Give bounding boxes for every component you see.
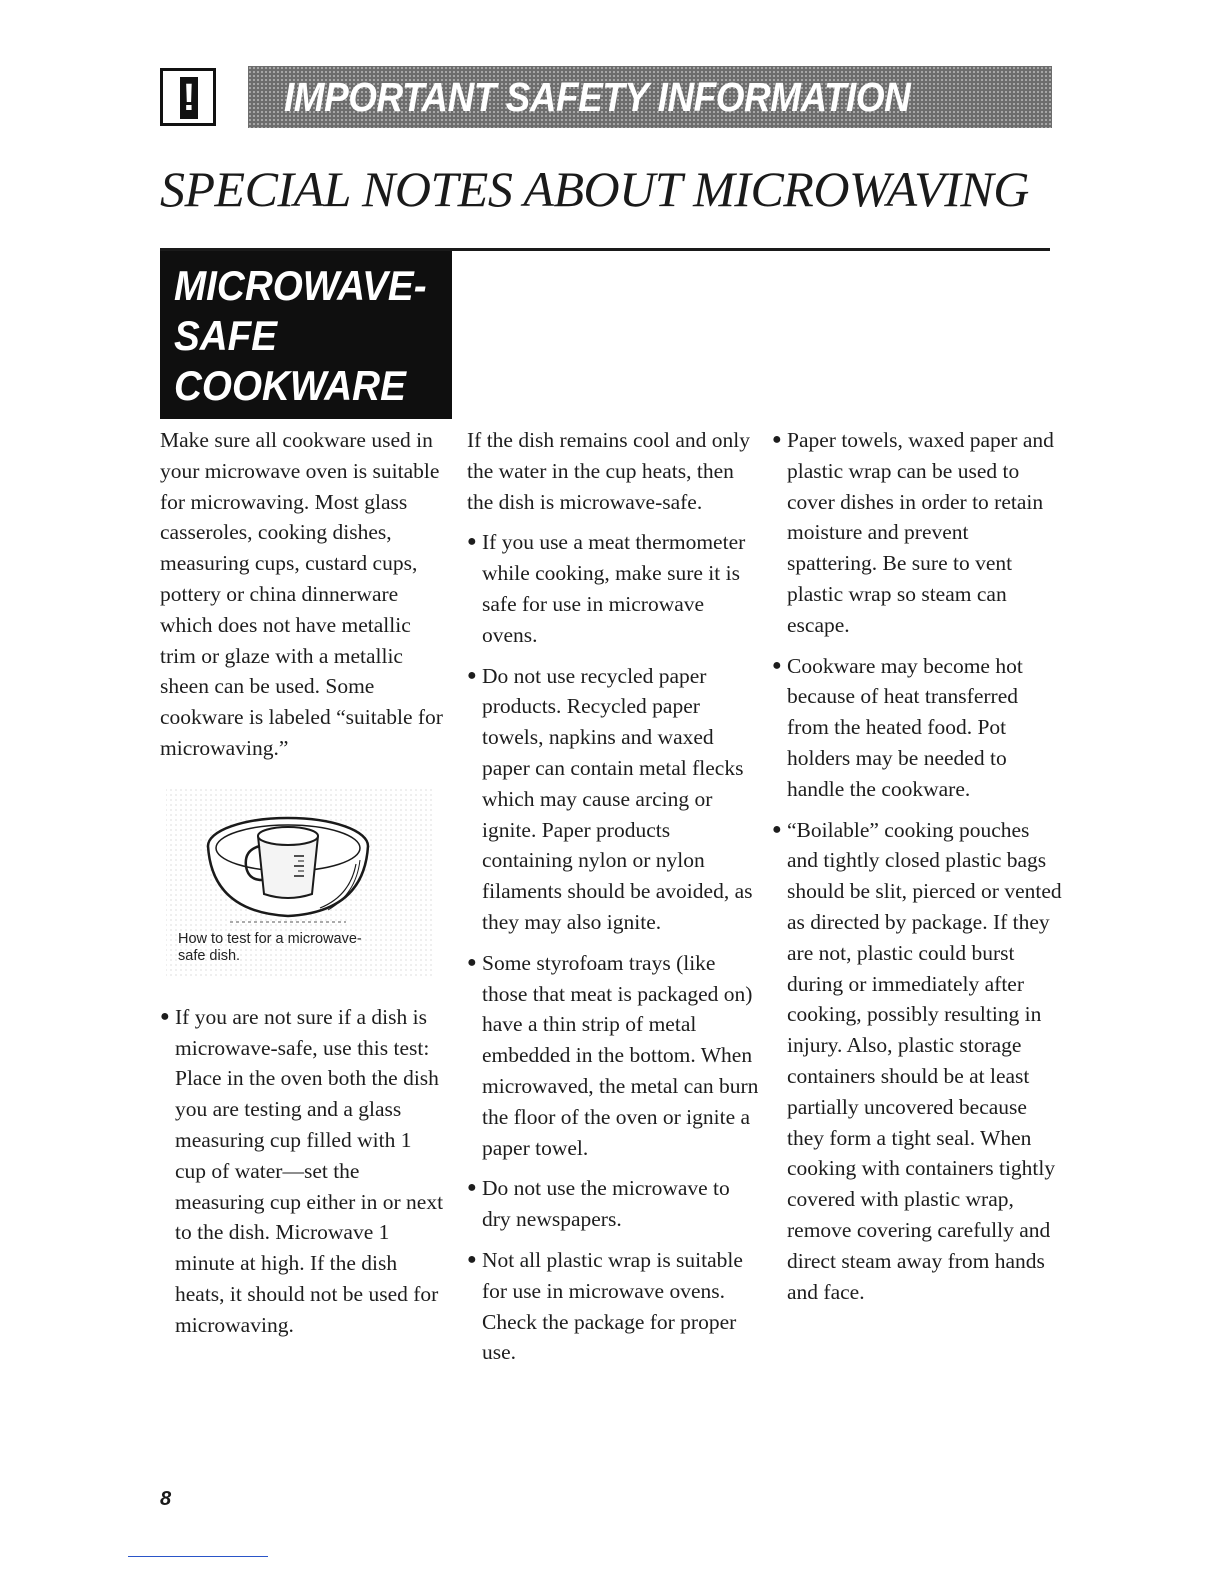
section-heading [160,251,452,419]
bullet-icon: ● [467,1250,477,1268]
bullet-icon: ● [772,820,782,838]
list-item [772,425,1062,641]
footer-line [128,1556,268,1557]
continuation-paragraph: If the dish remains cool and only the water in the cup heats, then the dish is microwave-safe. [467,428,751,514]
list-item-text: Do not use the microwave to dry newspapers. [482,1176,730,1232]
list-item [160,1002,445,1341]
bullet-icon: ● [467,1179,477,1197]
list-item [467,661,759,938]
column-3 [772,425,1062,1307]
list-item-text: Some styrofoam trays (like those that meat is packaged on) have a thin strip of metal embedded in the bottom. When microwaved, the metal can burn the floor of the oven or ignite a paper towel. [482,950,759,1160]
list-item-text: Paper towels, waxed paper and plastic wrap can be used to cover dishes in order to retain moisture and prevent spattering. Be sure to vent plastic wrap so steam can escape. [787,428,1054,637]
list-item-text: Do not use recycled paper products. Recycled paper towels, napkins and waxed paper can contain metal flecks which may cause arcing or ignite. Paper products containing nylon or nylon filaments should be avoided, as they may also ignite. [482,663,753,934]
list-item [467,948,759,1164]
warning-icon [160,68,216,126]
list-item [467,1173,759,1235]
column-1 [160,425,445,1341]
banner-title: IMPORTANT SAFETY INFORMATION [284,74,911,120]
section-heading-line: COOKWARE [174,362,406,409]
page-number: 8 [160,1488,172,1510]
intro-paragraph: Make sure all cookware used in your microwave oven is suitable for microwaving. Most glass casseroles, cooking dishes, measuring cups, custard cups, pottery or china dinnerware which does not have metallic trim or glaze with a metallic sheen can be used. Some cookware is labeled “suitable for microwaving.” [160,428,443,760]
list-item-text: If you use a meat thermometer while cooking, make sure it is safe for use in microwave ovens. [482,530,746,647]
list-item [772,815,1062,1308]
bullet-icon: ● [467,533,477,551]
section-heading-line: MICROWAVE- [174,262,427,309]
column-2 [467,425,759,1368]
exclamation-mark: ! [180,77,198,119]
figure-caption: How to test for a microwave-safe dish. [178,930,362,964]
list-item-text: If you are not sure if a dish is microwave-safe, use this test: Place in the oven both the dish you are testing and a glass measuring cup filled with 1 cup of water—set the measuring cup either in or next to the dish. Microwave 1 minute at high. If the dish heats, it should not be used for microwaving. [175,1004,444,1337]
page-title: SPECIAL NOTES ABOUT MICROWAVING [160,161,1029,217]
list-item-text: “Boilable” cooking pouches and tightly closed plastic bags should be slit, pierced or vented as directed by package. If they are not, plastic could burst during or immediately after cooking, possibly resulting in injury. Also, plastic storage containers should be at least partially uncovered because they form a tight seal. When cooking with containers tightly covered with plastic wrap, remove covering carefully and direct steam away from hands and face. [787,817,1062,1304]
safety-banner [248,66,1052,128]
bullet-icon: ● [772,431,782,448]
bullet-icon: ● [160,1007,170,1025]
list-item-text: Cookware may become hot because of heat transferred from the heated food. Pot holders may be needed to handle the cookware. [787,653,1023,801]
list-item-text: Not all plastic wrap is suitable for use in microwave ovens. Check the package for proper use. [482,1247,743,1365]
list-item [467,1245,759,1368]
bullet-icon: ● [467,666,477,684]
bullet-icon: ● [772,656,782,674]
bullet-icon: ● [467,953,477,971]
section-heading-line: SAFE [174,312,278,359]
list-item [772,651,1062,805]
microwave-test-figure [160,784,435,984]
list-item [467,527,759,650]
